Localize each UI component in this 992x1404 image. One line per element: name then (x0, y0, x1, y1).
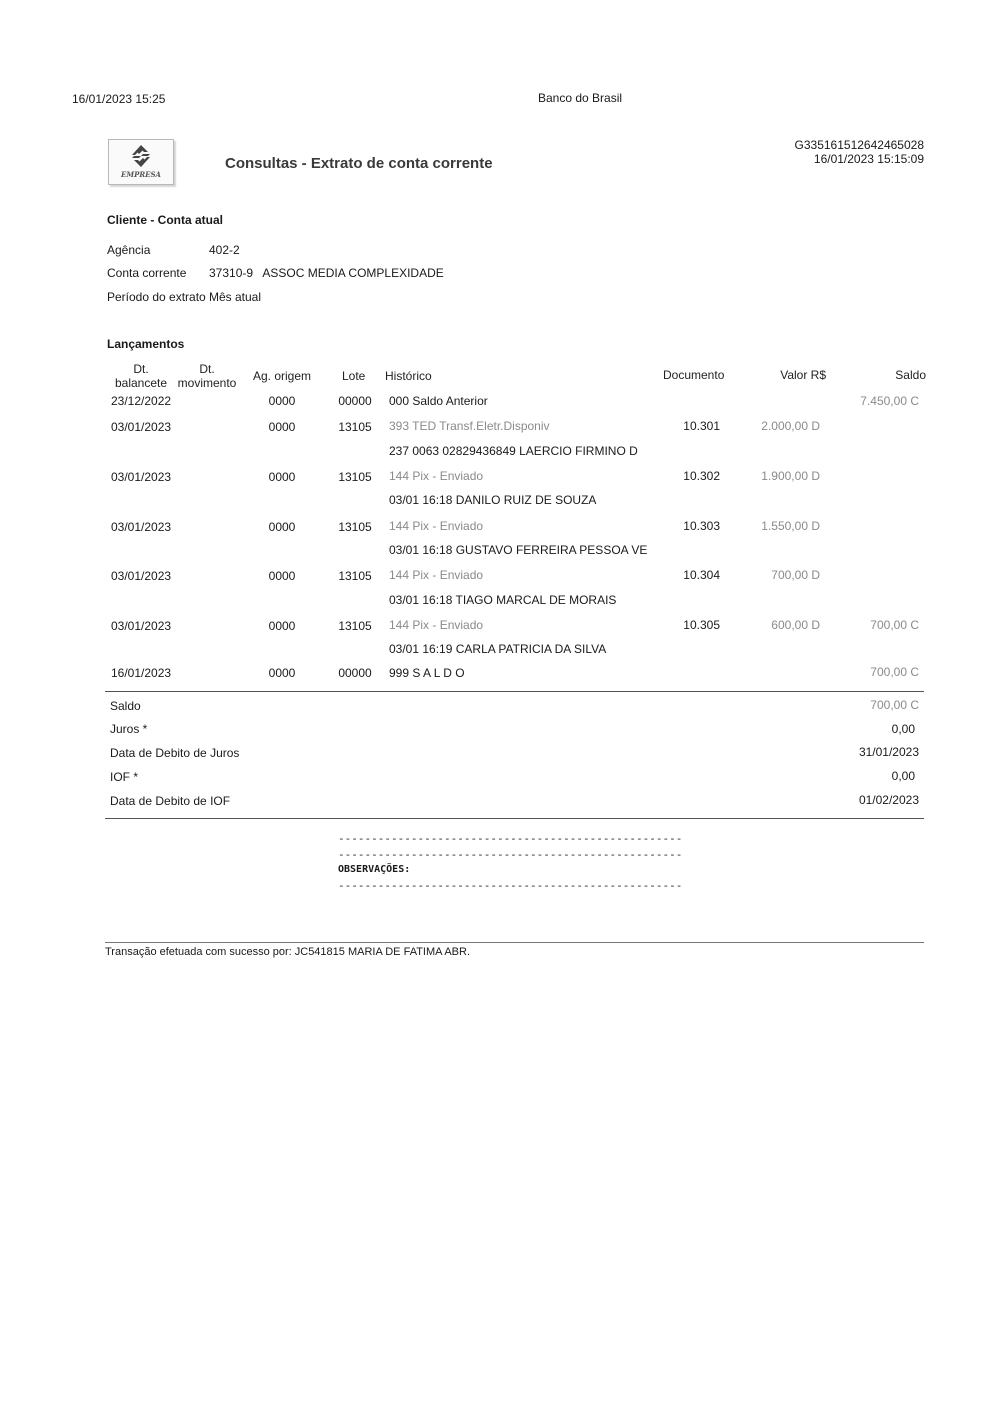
row-historico: 000 Saldo Anterior (389, 394, 488, 408)
observacoes-label: OBSERVAÇÕES: (338, 864, 411, 875)
summary-value: 31/01/2023 (858, 745, 919, 759)
bank-logo (108, 139, 174, 185)
row-detail: 03/01 16:18 TIAGO MARCAL DE MORAIS (389, 593, 617, 607)
row-date: 03/01/2023 (111, 619, 172, 633)
row-historico: 144 Pix - Enviado (389, 618, 484, 632)
summary-label: IOF * (110, 770, 139, 784)
dash-line: ---------------------------------------------------- (338, 879, 683, 892)
row-ag-origem: 0000 (268, 619, 296, 633)
row-detail: 03/01 16:18 DANILO RUIZ DE SOUZA (389, 493, 597, 507)
table-divider (105, 691, 924, 692)
row-date: 16/01/2023 (111, 666, 172, 680)
row-date: 03/01/2023 (111, 520, 172, 534)
periodo-label: Período do extrato (107, 290, 206, 304)
document-datetime: 16/01/2023 15:15:09 (813, 152, 924, 166)
row-valor: 600,00 D (771, 618, 820, 632)
agencia-label: Agência (107, 243, 151, 257)
periodo-value: Mês atual (209, 290, 262, 304)
col-dt-balancete-line2: balancete (114, 376, 168, 390)
col-ag-origem: Ag. origem (253, 369, 312, 383)
row-ag-origem: 0000 (268, 569, 296, 583)
row-historico: 144 Pix - Enviado (389, 469, 484, 483)
col-historico: Histórico (385, 369, 432, 383)
row-lote: 13105 (338, 569, 372, 583)
summary-value: 01/02/2023 (858, 793, 919, 807)
cliente-heading: Cliente - Conta atual (107, 213, 224, 227)
row-lote: 13105 (338, 420, 372, 434)
summary-value: 0,00 (891, 722, 915, 736)
row-valor: 1.900,00 D (761, 469, 820, 483)
col-dt-movimento-line2: movimento (177, 376, 237, 390)
col-lote: Lote (342, 369, 366, 383)
row-saldo: 700,00 C (870, 665, 919, 679)
row-date: 03/01/2023 (111, 470, 172, 484)
row-ag-origem: 0000 (268, 470, 296, 484)
row-lote: 00000 (338, 394, 372, 408)
row-lote: 13105 (338, 520, 372, 534)
row-detail: 237 0063 02829436849 LAERCIO FIRMINO D (389, 444, 638, 458)
summary-label: Juros * (110, 722, 148, 736)
dash-line: ---------------------------------------------------- (338, 848, 683, 861)
summary-label: Data de Debito de IOF (110, 794, 231, 808)
bank-name: Banco do Brasil (538, 91, 623, 105)
row-detail: 03/01 16:18 GUSTAVO FERREIRA PESSOA VE (389, 543, 648, 557)
footer-divider (105, 942, 924, 943)
row-saldo: 700,00 C (870, 618, 919, 632)
footer-text: Transação efetuada com sucesso por: JC541815 MARIA DE FATIMA ABR. (105, 946, 471, 958)
col-saldo: Saldo (895, 368, 926, 382)
row-date: 03/01/2023 (111, 420, 172, 434)
col-dt-movimento-line1: Dt. (199, 362, 215, 376)
row-lote: 00000 (338, 666, 372, 680)
row-date: 03/01/2023 (111, 569, 172, 583)
row-ag-origem: 0000 (268, 520, 296, 534)
row-lote: 13105 (338, 619, 372, 633)
page-title: Consultas - Extrato de conta corrente (225, 155, 493, 172)
row-lote: 13105 (338, 470, 372, 484)
logo-wordmark: EMPRESA (121, 170, 161, 179)
row-ag-origem: 0000 (268, 394, 296, 408)
row-saldo: 7.450,00 C (860, 394, 919, 408)
row-historico: 393 TED Transf.Eletr.Disponiv (389, 419, 550, 433)
col-dt-balancete-line1: Dt. (133, 362, 149, 376)
summary-label: Saldo (110, 699, 141, 713)
summary-value: 700,00 C (870, 698, 919, 712)
row-valor: 2.000,00 D (761, 419, 820, 433)
row-date: 23/12/2022 (111, 394, 172, 408)
bb-logo-icon (128, 143, 154, 169)
agencia-value: 402-2 (209, 243, 240, 257)
row-documento: 10.301 (683, 419, 720, 433)
conta-value: 37310-9 ASSOC MEDIA COMPLEXIDADE (209, 266, 444, 280)
row-valor: 1.550,00 D (761, 519, 820, 533)
summary-divider (105, 818, 924, 819)
row-ag-origem: 0000 (268, 666, 296, 680)
dash-line: ---------------------------------------------------- (338, 832, 683, 845)
row-documento: 10.305 (683, 618, 720, 632)
col-documento: Documento (663, 368, 725, 382)
summary-value: 0,00 (891, 769, 915, 783)
summary-label: Data de Debito de Juros (110, 746, 240, 760)
document-id: G335161512642465028 (794, 138, 924, 152)
row-documento: 10.302 (683, 469, 720, 483)
row-historico: 999 S A L D O (389, 666, 465, 680)
row-historico: 144 Pix - Enviado (389, 519, 484, 533)
col-valor: Valor R$ (780, 368, 826, 382)
row-historico: 144 Pix - Enviado (389, 568, 484, 582)
row-valor: 700,00 D (771, 568, 820, 582)
lancamentos-heading: Lançamentos (107, 337, 185, 351)
print-datetime: 16/01/2023 15:25 (72, 92, 166, 106)
row-documento: 10.304 (683, 568, 720, 582)
row-documento: 10.303 (683, 519, 720, 533)
conta-label: Conta corrente (107, 266, 187, 280)
row-detail: 03/01 16:19 CARLA PATRICIA DA SILVA (389, 642, 607, 656)
row-ag-origem: 0000 (268, 420, 296, 434)
